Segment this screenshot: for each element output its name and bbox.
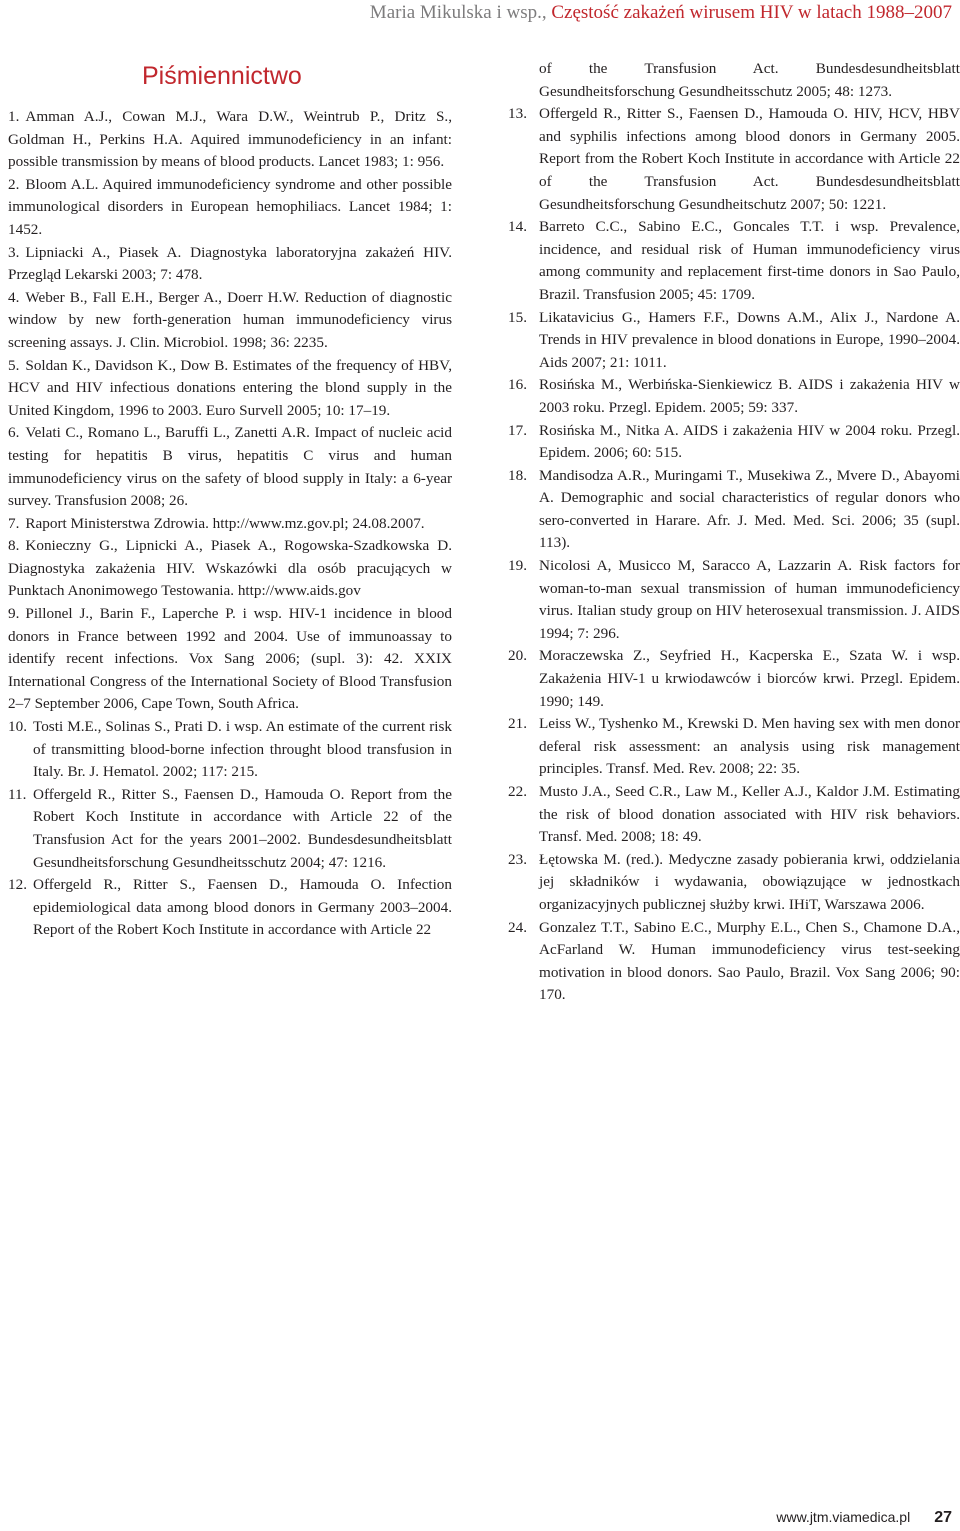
reference-number: 19. xyxy=(508,557,527,575)
reference-text: Musto J.A., Seed C.R., Law M., Keller A.J., Kaldor J.M. Estimating the risk of blood donation associated with HIV risk behaviors. Transf. Med. 2008; 18: 49. xyxy=(539,783,960,846)
reference-text: Mandisodza A.R., Muringami T., Musekiwa Z., Mvere D., Abayomi A. Demographic and social characteristics of regular donors who sero-converted in Harare. Afr. J. Med. Med. Sci. 2006; 35 (supl. 113). xyxy=(539,466,960,552)
references-left-column xyxy=(8,106,452,942)
reference-number: 18. xyxy=(508,466,527,484)
reference-item xyxy=(8,287,452,355)
reference-item xyxy=(8,106,452,174)
references-right-column xyxy=(508,58,960,1007)
reference-number: 8. xyxy=(8,537,20,555)
reference-text: Likatavicius G., Hamers F.F., Downs A.M., Alix J., Nardone A. Trends in HIV prevalence in blood donations in Europe, 1990–2004. Aids 2007; 21: 1011. xyxy=(539,308,960,371)
reference-number: 1. xyxy=(8,108,20,125)
reference-text: Pillonel J., Barin F., Laperche P. i wsp. HIV-1 incidence in blood donors in France between 1992 and 2004. Use of immunoassay to identify recent infections. Vox Sang 2006; (supl. 3): 42. XXIX International Congress of the International Society of Blood Transfusion 2–7 September 2006, Cape Town, South Africa. xyxy=(8,605,452,713)
reference-item xyxy=(8,603,452,716)
reference-number: 21. xyxy=(508,715,527,733)
reference-item xyxy=(508,781,960,849)
reference-item xyxy=(8,513,452,536)
reference-number: 4. xyxy=(8,288,20,306)
reference-number: 2. xyxy=(8,175,20,193)
reference-number: 7. xyxy=(8,514,20,532)
reference-item xyxy=(8,535,452,603)
reference-number: 15. xyxy=(508,308,527,326)
reference-list-left xyxy=(8,106,452,942)
reference-text: Soldan K., Davidson K., Dow B. Estimates of the frequency of HBV, HCV and HIV infectious donations entering the blond supply in the United Kingdom, 1996 to 2003. Euro Survell 2005; 10: 17–19. xyxy=(8,356,452,419)
reference-item xyxy=(508,849,960,917)
reference-text: Nicolosi A, Musicco M, Saracco A, Lazzarin A. Risk factors for woman-to-man sexual transmission of human immunodeficiency virus. Italian study group on HIV heterosexual transmission. J. AIDS 1994; 7: 296. xyxy=(539,557,960,642)
reference-number: 20. xyxy=(508,647,527,665)
reference-item xyxy=(8,355,452,423)
reference-text: Raport Ministerstwa Zdrowia. http://www.mz.gov.pl; 24.08.2007. xyxy=(25,514,425,532)
journal-url: www.jtm.viamedica.pl xyxy=(776,1509,911,1525)
reference-item xyxy=(508,917,960,1007)
reference-text: Weber B., Fall E.H., Berger A., Doerr H.W. Reduction of diagnostic window by new forth-generation human immunodeficiency virus screening assays. J. Clin. Microbiol. 1998; 36: 2235. xyxy=(8,288,452,351)
reference-list-right xyxy=(508,103,960,1007)
reference-item xyxy=(508,307,960,375)
page-footer xyxy=(776,1509,952,1527)
reference-text: Amman A.J., Cowan M.J., Wara D.W., Weintrub P., Dritz S., Goldman H., Perkins H.A. Aquired immunodeficiency in an infant: possible transmission by means of blood products. Lancet 1983; 1: 956. xyxy=(8,108,452,171)
running-header xyxy=(370,2,952,24)
reference-item xyxy=(508,216,960,306)
reference-text: Konieczny G., Lipnicki A., Piasek A., Rogowska-Szadkowska D. Diagnostyka zakażenia HIV. Wskazówki dla osób pracujących w Punktach Anonimowego Testowania. http://www.aids.gov xyxy=(8,537,452,600)
reference-text: Velati C., Romano L., Baruffi L., Zanetti A.R. Impact of nucleic acid testing for hepatitis B virus, hepatitis C virus and human immunodeficiency virus on the safety of blood supply in Italy: a 6-year survey. Transfusion 2008; 26. xyxy=(8,424,452,510)
reference-item xyxy=(508,465,960,555)
reference-text: Moraczewska Z., Seyfried H., Kacperska E., Szata W. i wsp. Zakażenia HIV-1 u krwiodawców i biorców krwi. Przegl. Epidem. 1990; 149. xyxy=(539,647,960,710)
reference-item xyxy=(508,713,960,781)
reference-text: Tosti M.E., Solinas S., Prati D. i wsp. An estimate of the current risk of transmitting blood-borne infection throught blood transfusion in Italy. Br. J. Hematol. 2002; 117: 215. xyxy=(33,718,452,781)
reference-item xyxy=(508,555,960,645)
reference-text: Offergeld R., Ritter S., Faensen D., Hamouda O. Infection epidemiological data among blood donors in Germany 2003–2004. Report of the Robert Koch Institute in accordance with Article 22 xyxy=(33,876,452,939)
reference-text: Rosińska M., Werbińska-Sienkiewicz B. AIDS i zakażenia HIV w 2003 roku. Przegl. Epidem. 2005; 59: 337. xyxy=(539,376,960,416)
header-authors: Maria Mikulska i wsp., xyxy=(369,2,552,23)
reference-number: 13. xyxy=(508,105,527,123)
reference-number: 6. xyxy=(8,424,20,442)
reference-text: Offergeld R., Ritter S., Faensen D., Hamouda O. Report from the Robert Koch Institute in accordance with Article 22 of the Transfusion Act for the years 2001–2002. Bundesdesundheitsblatt Gesundheitsforschung Gesundheitsschutz 2004; 47: 1216. xyxy=(33,785,452,871)
reference-item xyxy=(8,174,452,242)
reference-text: Bloom A.L. Aquired immunodeficiency syndrome and other possible immunological disorders in European hemophiliacs. Lancet 1984; 1: 1452. xyxy=(8,175,452,238)
reference-number: 3. xyxy=(8,243,20,261)
reference-number: 22. xyxy=(508,783,527,800)
page-number: 27 xyxy=(934,1509,952,1526)
reference-item xyxy=(8,784,452,874)
header-article-title: Częstość zakażeń wirusem HIV w latach 1988–2007 xyxy=(551,2,952,23)
reference-item xyxy=(8,242,452,287)
section-title: Piśmiennictwo xyxy=(142,62,302,90)
reference-number: 5. xyxy=(8,356,20,374)
reference-number: 12. xyxy=(8,876,27,894)
reference-item xyxy=(8,422,452,512)
reference-text: Leiss W., Tyshenko M., Krewski D. Men having sex with men donor deferal risk assessment: an analysis using risk management principles. Transf. Med. Rev. 2008; 22: 35. xyxy=(539,715,960,778)
reference-text: Barreto C.C., Sabino E.C., Goncales T.T. i wsp. Prevalence, incidence, and residual risk of Human immunodeficiency virus among community and replacement first-time donors in Sao Paulo, Brazil. Transfusion 2005; 45: 1709. xyxy=(539,218,960,303)
reference-item xyxy=(8,874,452,942)
reference-number: 10. xyxy=(8,718,27,736)
reference-number: 11. xyxy=(8,785,27,803)
reference-number: 16. xyxy=(508,376,527,394)
reference-text: Łętowska M. (red.). Medyczne zasady pobierania krwi, oddzielania jej składników i wydawania, obowiązujące w jednostkach organizacyjnych publicznej służby krwi. IHiT, Warszawa 2006. xyxy=(539,850,960,913)
reference-item xyxy=(8,716,452,784)
reference-number: 9. xyxy=(8,605,20,623)
reference-text: Lipniacki A., Piasek A. Diagnostyka laboratoryjna zakażeń HIV. Przegląd Lekarski 2003; 7: 478. xyxy=(8,243,452,284)
reference-number: 23. xyxy=(508,850,527,868)
reference-text: Rosińska M., Nitka A. AIDS i zakażenia HIV w 2004 roku. Przegl. Epidem. 2006; 60: 515. xyxy=(539,421,960,462)
reference-item xyxy=(508,420,960,465)
reference-item xyxy=(508,103,960,216)
reference-number: 14. xyxy=(508,218,527,236)
reference-item xyxy=(508,374,960,419)
reference-text: Offergeld R., Ritter S., Faensen D., Hamouda O. HIV, HCV, HBV and syphilis infections among blood donors in Germany 2005. Report from the Robert Koch Institute in accordance with Article 22 of the Transfusion Act. Bundesdesundheitsblatt Gesundheitsforschung Gesundheitschutz 2007; 50: 1221. xyxy=(539,105,960,213)
reference-number: 17. xyxy=(508,421,527,439)
reference-item xyxy=(508,645,960,713)
reference-text: Gonzalez T.T., Sabino E.C., Murphy E.L., Chen S., Chamone D.A., AcFarland W. Human immunodeficiency virus test-seeking motivation in blood donors. Sao Paulo, Brazil. Vox Sang 2006; 90: 170. xyxy=(539,918,960,1004)
reference-continuation: of the Transfusion Act. Bundesdesundheitsblatt Gesundheitsforschung Gesundheitsschutz 2005; 48: 1273. xyxy=(539,60,960,100)
reference-number: 24. xyxy=(508,918,527,936)
